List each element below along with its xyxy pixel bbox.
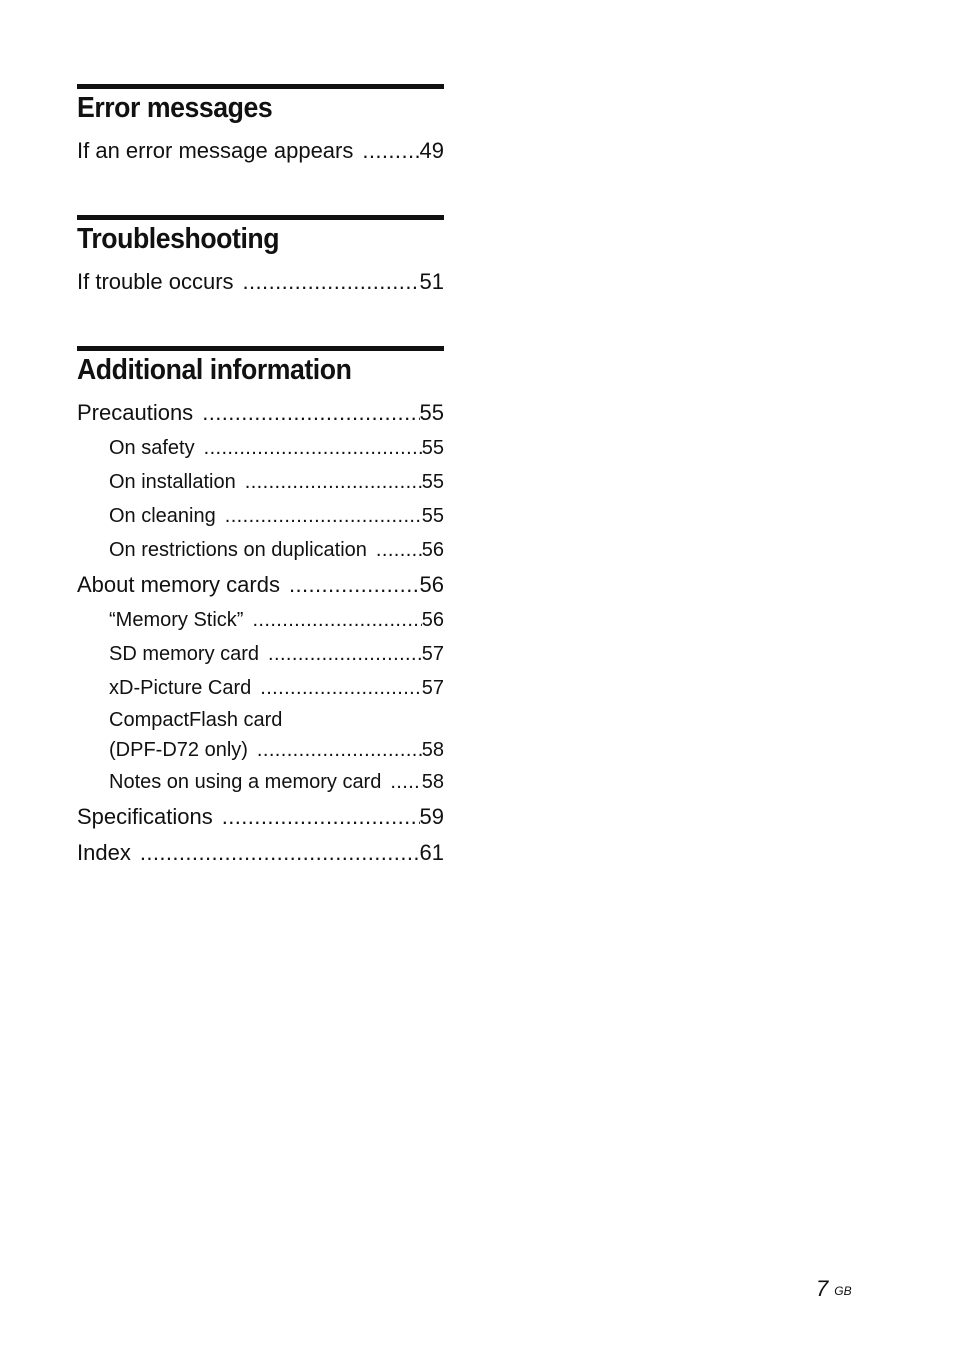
toc-entry[interactable]	[77, 133, 444, 169]
toc-entry-label: On cleaning	[109, 505, 216, 527]
dot-leader	[204, 431, 422, 465]
toc-entry-page: 56	[421, 609, 444, 631]
toc-entry-label: On safety	[109, 437, 195, 459]
toc-entry-page: 59	[419, 804, 444, 829]
dot-leader	[225, 499, 422, 533]
toc-entry-label: On restrictions on duplication	[109, 539, 367, 561]
toc-entry-page: 55	[419, 400, 444, 425]
page-number-value: 7	[816, 1276, 829, 1301]
dot-leader	[362, 133, 419, 169]
dot-leader	[222, 799, 420, 835]
toc-entry-label: On installation	[109, 471, 236, 493]
toc-entry-page: 57	[421, 677, 444, 699]
section-troubleshooting	[77, 215, 444, 300]
toc-entry-label: Index	[77, 840, 131, 865]
toc-entry-page: 58	[421, 771, 444, 793]
toc-entry-label: “Memory Stick”	[109, 609, 244, 631]
dot-leader	[202, 395, 419, 431]
dot-leader	[140, 835, 420, 871]
toc-subentry[interactable]	[77, 499, 444, 533]
toc-entry[interactable]	[77, 395, 444, 431]
dot-leader	[252, 603, 421, 637]
toc-entry[interactable]	[77, 799, 444, 835]
page-number	[816, 1274, 852, 1304]
toc-entry-page: 55	[421, 471, 444, 493]
toc-subentry[interactable]	[77, 765, 444, 799]
section-additional-information	[77, 346, 444, 871]
page-number-suffix: GB	[834, 1284, 852, 1298]
toc-entry-page: 51	[419, 269, 444, 294]
toc-subentry[interactable]	[77, 705, 444, 765]
toc-subentry[interactable]	[77, 637, 444, 671]
toc-subentry[interactable]	[77, 465, 444, 499]
toc-entry-label-line2: (DPF-D72 only)	[109, 739, 248, 761]
toc-entry-label: Precautions	[77, 400, 194, 425]
toc-subentry[interactable]	[77, 431, 444, 465]
toc-entry-page: 55	[421, 505, 444, 527]
toc-entry-page: 61	[419, 840, 444, 865]
toc-entry-label: If trouble occurs	[77, 269, 234, 294]
toc-entry-label: CompactFlash card	[109, 709, 283, 731]
dot-leader	[268, 637, 422, 671]
dot-leader	[245, 465, 422, 499]
table-of-contents	[77, 84, 444, 871]
dot-leader	[260, 671, 421, 705]
toc-subentry[interactable]	[77, 603, 444, 637]
dot-leader	[243, 264, 420, 300]
toc-entry-page: 55	[421, 437, 444, 459]
toc-entry-page: 49	[419, 138, 444, 163]
toc-entry-label: If an error message appears	[77, 138, 354, 163]
toc-entry-label: About memory cards	[77, 572, 280, 597]
toc-entry-page: 56	[419, 572, 444, 597]
dot-leader	[257, 735, 422, 765]
section-error-messages	[77, 84, 444, 169]
toc-entry-page: 58	[421, 739, 444, 761]
toc-entry[interactable]	[77, 835, 444, 871]
toc-entry-label: Specifications	[77, 804, 213, 829]
section-title: Error messages	[77, 92, 273, 124]
toc-entry[interactable]	[77, 264, 444, 300]
toc-entry-page: 57	[421, 643, 444, 665]
toc-subentry[interactable]	[77, 671, 444, 705]
dot-leader	[390, 765, 421, 799]
toc-entry-label: xD-Picture Card	[109, 677, 252, 699]
toc-entry-label: SD memory card	[109, 643, 260, 665]
toc-entry[interactable]	[77, 567, 444, 603]
section-title: Additional information	[77, 354, 352, 386]
section-title: Troubleshooting	[77, 223, 280, 255]
toc-entry-page: 56	[421, 539, 444, 561]
toc-entry-continuation	[109, 735, 444, 765]
dot-leader	[289, 567, 420, 603]
toc-entry-label: Notes on using a memory card	[109, 771, 382, 793]
dot-leader	[376, 533, 422, 567]
toc-subentry[interactable]	[77, 533, 444, 567]
